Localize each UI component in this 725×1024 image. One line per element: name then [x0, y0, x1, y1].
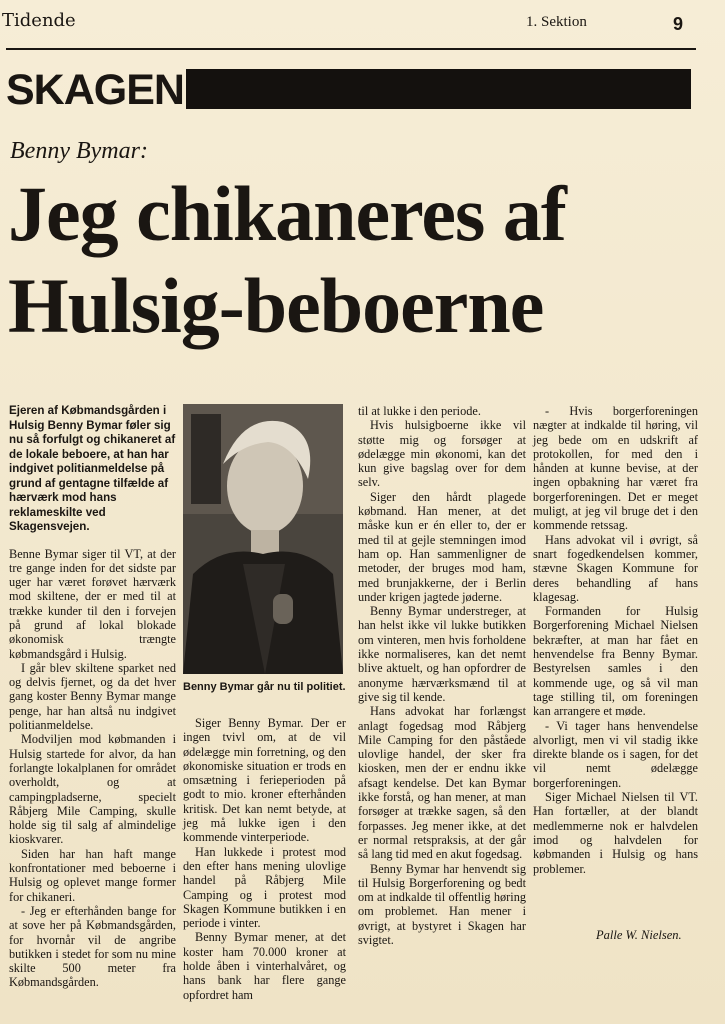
paragraph: Siger Michael Nielsen til VT. Han fortæller, at der blandt medlemmerne nok er halvdelen imod og halvdelen for købmanden i Hulsig og hans problemer. — [533, 790, 698, 876]
paragraph: til at lukke i den periode. — [358, 404, 481, 418]
paragraph: Benne Bymar siger til VT, at der tre gange inden for det sidste par uger har været forøvet hærværk mod skiltene, der er med til at trække kunder til den i forvejen på grund af lokal blokade økonomisk trængte købmandsgård i Hulsig. — [9, 546, 176, 661]
banner-bar — [186, 69, 691, 109]
paragraph: Hans advokat vil i øvrigt, så snart fogedkendelsen kommer, stævne Skagen Kommune for deres behandling af hans klagesag. — [533, 532, 698, 604]
section-banner-label: SKAGEN — [6, 66, 184, 114]
paragraph: Siger den hårdt plagede købmand. Han mener, at det måske kun er én eller to, der er med til at gejle stemningen imod ham op. Han sammenligner de metoder, der bruges mod ham, med brunjakkerne, der i Berlin under krigen jagtede jøderne. — [358, 489, 526, 604]
article-lead: Ejeren af Købmandsgården i Hulsig Benny Bymar føler sig nu så forfulgt og chikaneret af de lokale beboere, at han har indgivet politianmeldelse på grund af gentagne tilfælde af hærværk mod hans reklameskilte ved Skagensvejen. — [9, 404, 176, 533]
photo-caption: Benny Bymar går nu til politiet. — [183, 681, 346, 693]
paragraph: Benny Bymar har henvendt sig til Hulsig Borgerforening og bedt om at indkalde til offentlig høring om problemet. Han mener i øvrigt, at bystyret i Skagen har svigtet. — [358, 861, 526, 947]
portrait-photo — [183, 404, 343, 674]
paragraph: Benny Bymar mener, at det koster ham 70.000 kroner at holde åben i vinterhalvåret, og hans bank har flere gange opfordret ham — [183, 930, 346, 1002]
column-1 — [9, 404, 176, 990]
paragraph: I går blev skiltene sparket ned og delvis fjernet, og da det hver gang koster Benny Bymar mange penge, har han altså nu indgivet politianmeldelse. — [9, 660, 176, 733]
masthead: Tidende — [2, 10, 76, 31]
paragraph: Hvis hulsigboerne ikke vil støtte mig og forsøger at ødelægge min økonomi, kan det kun give bagslag over for dem selv. — [358, 418, 526, 490]
section-label: 1. Sektion — [526, 14, 587, 30]
column-3 — [358, 404, 526, 947]
byline: Palle W. Nielsen. — [596, 928, 682, 942]
article-headline: Jeg chikaneres af Hulsig-beboerne — [8, 170, 566, 349]
paragraph: Han lukkede i protest mod den efter hans mening ulovlige handel på Råbjerg Mile Camping og i protest mod Skagen Kommune butikken i en periode i vinter. — [183, 844, 346, 931]
paragraph: Siden har han haft mange konfrontationer med beboerne i Hulsig og oplevet mange former for chikaneri. — [9, 846, 176, 904]
section-banner — [6, 66, 184, 114]
paragraph: Hans advokat har forlængst anlagt fogedsag mod Råbjerg Mile Camping for den påståede ulovlige handel, der sker fra kiosken, men der er endnu ikke afsagt kendelse. Det kan Bymar ikke forstå, og han mener, at man forsøger at trække sagen, så den forpasses. Jeg mener ikke, at det er normal retspraksis, at der går så lang tid med en akut fogedsag. — [358, 704, 526, 862]
article-kicker: Benny Bymar: — [10, 138, 148, 164]
paragraph: - Jeg er efterhånden bange for at sove her på Købmandsgården, for hvornår vil de angribe butikken i stedet for som nu mine skilte 500 meter fra Købmandsgården. — [9, 903, 176, 990]
paragraph: Benny Bymar understreger, at han helst ikke vil lukke butikken om vinteren, men hvis forholdene ikke normaliseres, kan det nemt blive aktuelt, og han opfordrer de anonyme hærværksmænd til at give sig til kende. — [358, 604, 526, 704]
column-2 — [183, 716, 346, 1002]
header-rule — [6, 48, 696, 50]
paragraph: - Hvis borgerforeningen nægter at indkalde til høring, vil jeg bede om en udskrift af protokollen, for med den i hånden at kunne bevise, at der ingen opbakning har været fra borgerforeningen. Det er meget muligt, at jeg vil bruge det i den kommende retssag. — [533, 404, 698, 533]
paragraph: Siger Benny Bymar. Der er ingen tvivl om, at de vil ødelægge min forretning, og den økonomiske situation er trods en omsætning i ferieperioden på godt to mio. kroner efterhånden kritisk. Det kan nemt betyde, at jeg må lukke igen i den kommende vinterperiode. — [183, 716, 346, 845]
portrait-photo-icon — [183, 404, 343, 674]
paragraph: Formanden for Hulsig Borgerforening Michael Nielsen bekræfter, at man har fået en henvendelse fra Benny Bymar. Bestyrelsen samles i den kommende uge, og så vil man tage stilling til, om foreningen kan arrangere et møde. — [533, 604, 698, 719]
column-4 — [533, 404, 698, 876]
page-number: 9 — [673, 14, 684, 34]
paragraph: - Vi tager hans henvendelse alvorligt, men vi vil stadig ikke direkte blande os i sagen, for det vil nemt ødelægge borgerforeningen. — [533, 718, 698, 790]
paragraph: Modviljen mod købmanden i Hulsig startede for alvor, da han forlangte lokalplanen for området overholdt, og at campingpladserne, specielt Råbjerg Mile Camping, skulle holde sig til salg af almindelige kioskvarer. — [9, 732, 176, 847]
